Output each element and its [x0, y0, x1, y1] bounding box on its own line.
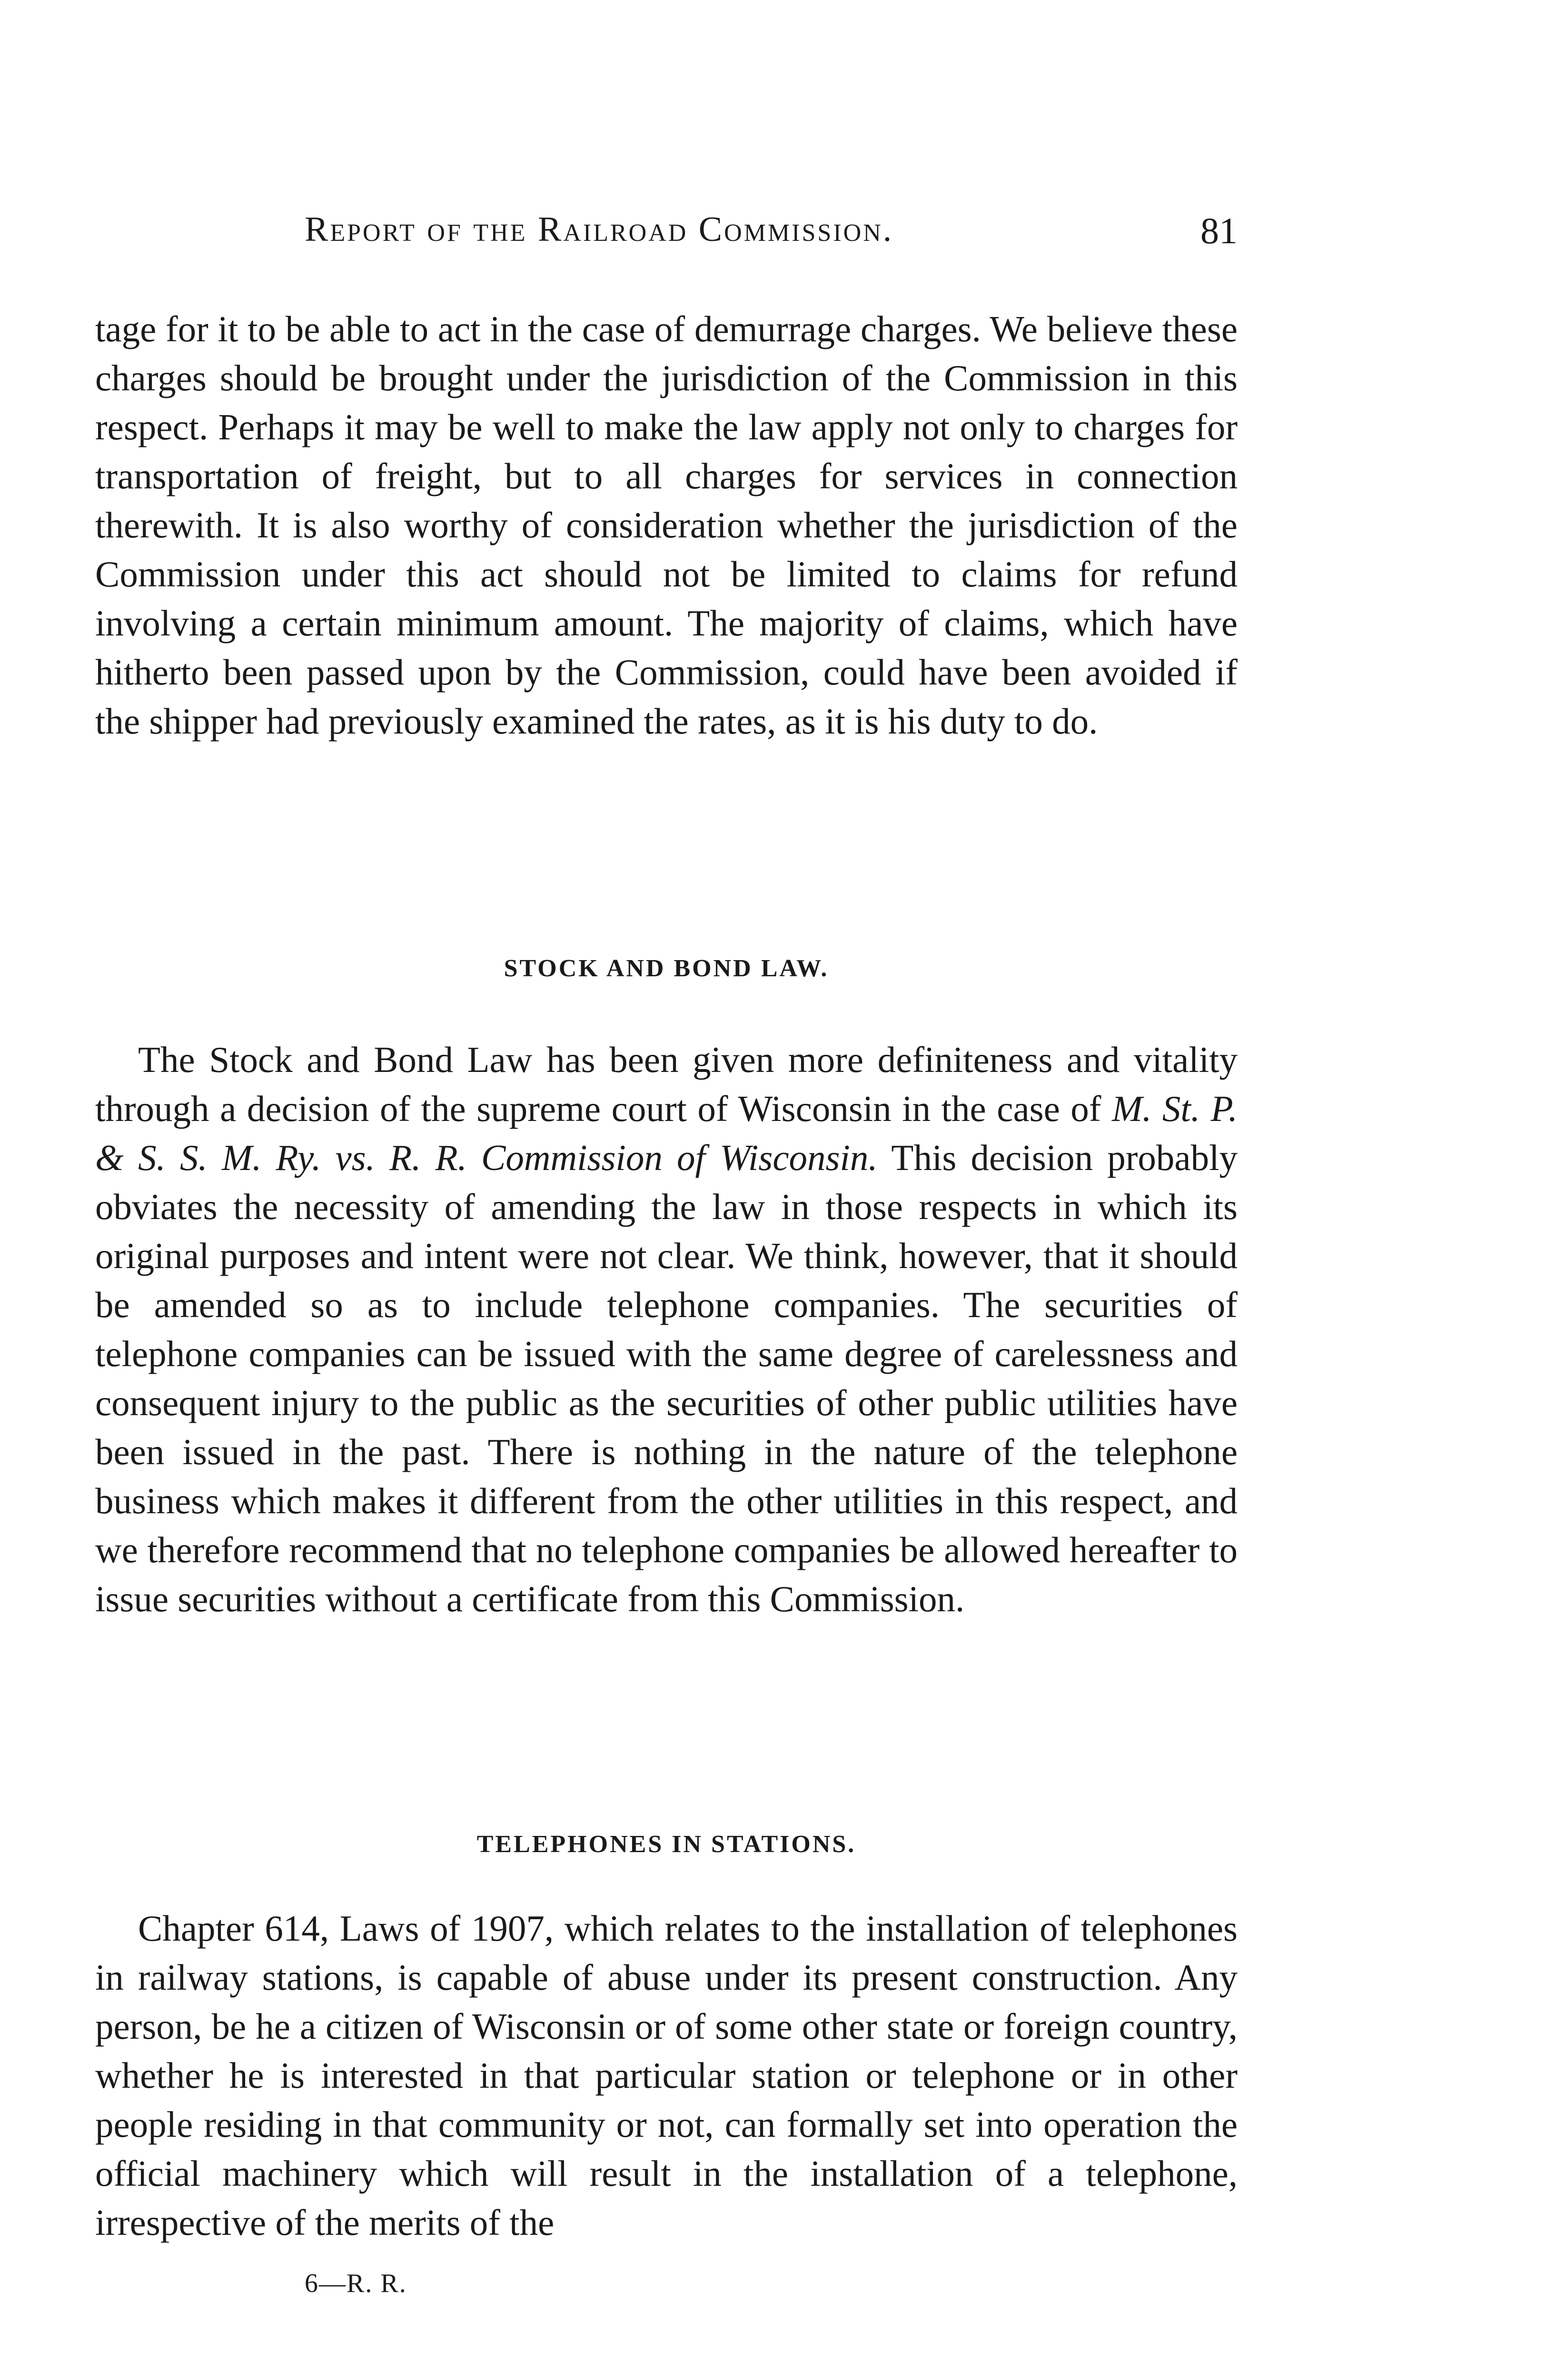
section-heading-telephones-in-stations: TELEPHONES IN STATIONS. [476, 1831, 856, 1858]
paragraph-demurrage: tage for it to be able to act in the case of demurrage charges. We believe these charges should be brought under the jurisdiction of the Commission in this respect. Perhaps it may be well to make the law apply not only to charges for transportation of freight, but to all charges for services in connection therewith. It is also worthy of consideration whether the jurisdiction of the Commission under this act should not be limited to claims for refund involving a certain minimum amount. The majority of claims, which have hitherto been passed upon by the Commission, could have been avoided if the shipper had previously examined the rates, as it is his duty to do. [95, 308, 1238, 742]
case-citation: M. St. P. & S. S. M. Ry. vs. R. R. Commission of Wisconsin. [95, 1088, 1238, 1178]
paragraph-text-after-case: This decision probably obviates the necessity of amending the law in those respects in which its original purposes and intent were not clear. We think, however, that it should be amended so as to include telephone companies. The securities of telephone companies can be issued with the same degree of carelessness and consequent injury to the public as the securities of other public utilities have been issued in the past. There is nothing in the nature of the telephone business which makes it different from the other utilities in this respect, and we therefore recommend that no telephone companies be allowed hereafter to issue securities without a certificate from this Commission. [95, 1137, 1238, 1619]
running-title: Report of the Railroad Commission. [305, 210, 894, 249]
paragraph-text-before-case: The Stock and Bond Law has been given more definiteness and vitality through a decision of the supreme court of Wisconsin in the case of [95, 1039, 1238, 1129]
paragraph-telephones-in-stations: Chapter 614, Laws of 1907, which relates to the installation of telephones in railway stations, is capable of abuse under its present construction. Any person, be he a citizen of Wisconsin or of some other state or foreign country, whether he is interested in that particular station or telephone or in other people residing in that community or not, can formally set into operation the official machinery which will result in the installation of a telephone, irrespective of the merits of the [95, 1908, 1238, 2243]
page-number: 81 [1200, 210, 1238, 251]
running-head [95, 209, 1238, 262]
section-heading-stock-and-bond-law: STOCK AND BOND LAW. [504, 955, 829, 982]
signature-mark: 6—R. R. [305, 2269, 407, 2298]
paragraph-stock-and-bond-law [95, 1035, 1238, 1624]
